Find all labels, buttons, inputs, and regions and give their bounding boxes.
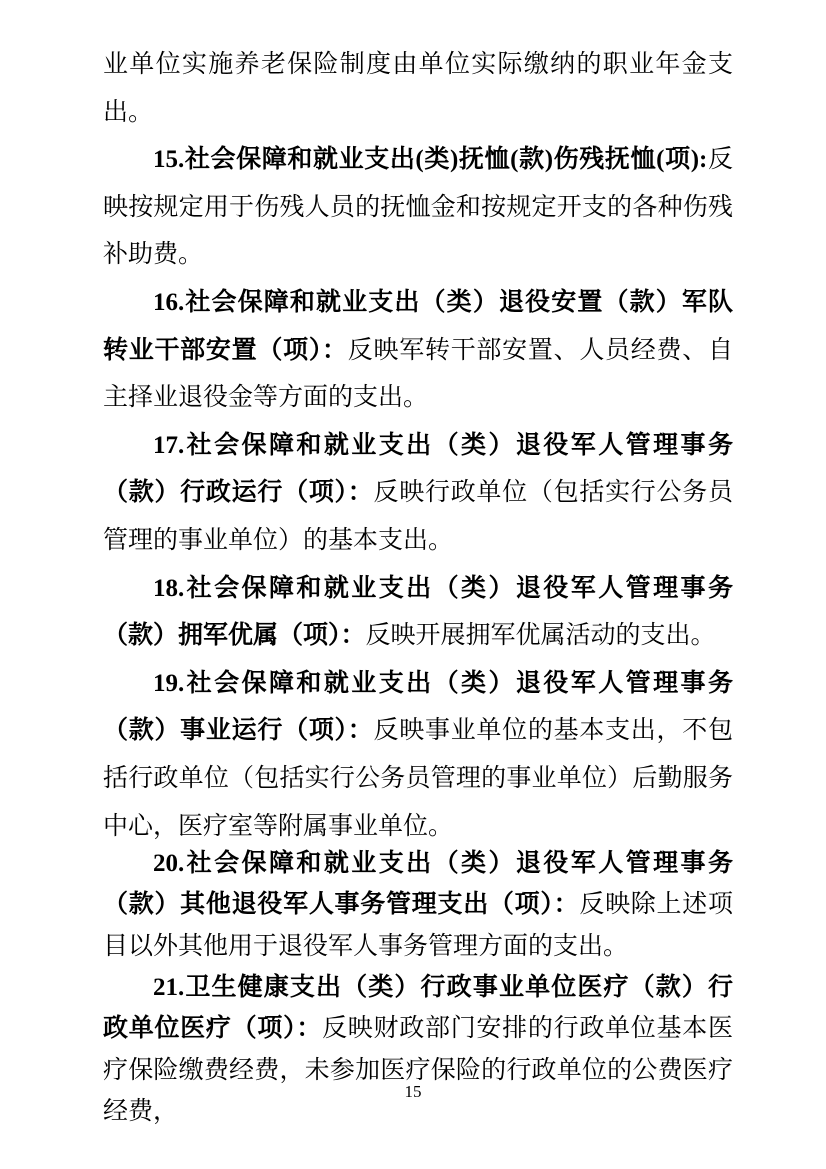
item-19-heading: 19.社会保障和就业支出（类）退役军人管理事务（款）事业运行（项）：	[103, 669, 733, 745]
item-16-body: 反映军转干部安置、人员经费、自主择业退役金等方面的支出。	[103, 336, 733, 412]
item-20-heading: 20.社会保障和就业支出（类）退役军人管理事务（款）其他退役军人事务管理支出（项）：	[103, 850, 733, 919]
paragraph-item-16	[103, 279, 733, 422]
page-number: 15	[404, 1082, 422, 1101]
item-20-body: 反映除上述项目以外其他用于退役军人事务管理方面的支出。	[103, 891, 733, 960]
paragraph-item-19	[103, 660, 733, 850]
paragraph-item-20	[103, 843, 733, 967]
item-15-heading: 15.社会保障和就业支出(类)抚恤(款)伤残抚恤(项):	[153, 146, 708, 174]
item-16-heading: 16.社会保障和就业支出（类）退役安置（款）军队转业干部安置（项）：	[103, 288, 733, 364]
item-15-body: 反映按规定用于伤残人员的抚恤金和按规定开支的各种伤残补助费。	[103, 146, 733, 269]
paragraph-continuation: 业单位实施养老保险制度由单位实际缴纳的职业年金支出。	[103, 51, 733, 126]
paragraph-item-21	[103, 967, 733, 1132]
item-18-heading: 18.社会保障和就业支出（类）退役军人管理事务（款）拥军优属（项）：	[103, 574, 733, 650]
paragraph-item-17	[103, 422, 733, 565]
paragraph-item-18	[103, 565, 733, 660]
paragraph-item-15	[103, 136, 733, 279]
item-19-body: 反映事业单位的基本支出，不包括行政单位（包括实行公务员管理的事业单位）后勤服务中心，医疗室等附属事业单位。	[103, 717, 733, 840]
item-21-heading: 21.卫生健康支出（类）行政事业单位医疗（款）行政单位医疗（项）：	[103, 973, 733, 1043]
item-17-body: 反映行政单位（包括实行公务员管理的事业单位）的基本支出。	[103, 479, 733, 554]
item-21-body: 反映财政部门安排的行政单位基本医疗保险缴费经费，未参加医疗保险的行政单位的公费医疗经费，	[103, 1015, 733, 1125]
item-17-heading: 17.社会保障和就业支出（类）退役军人管理事务（款）行政运行（项）：	[103, 431, 733, 507]
item-18-body: 反映开展拥军优属活动的支出。	[365, 622, 716, 650]
document-body	[103, 41, 733, 1132]
